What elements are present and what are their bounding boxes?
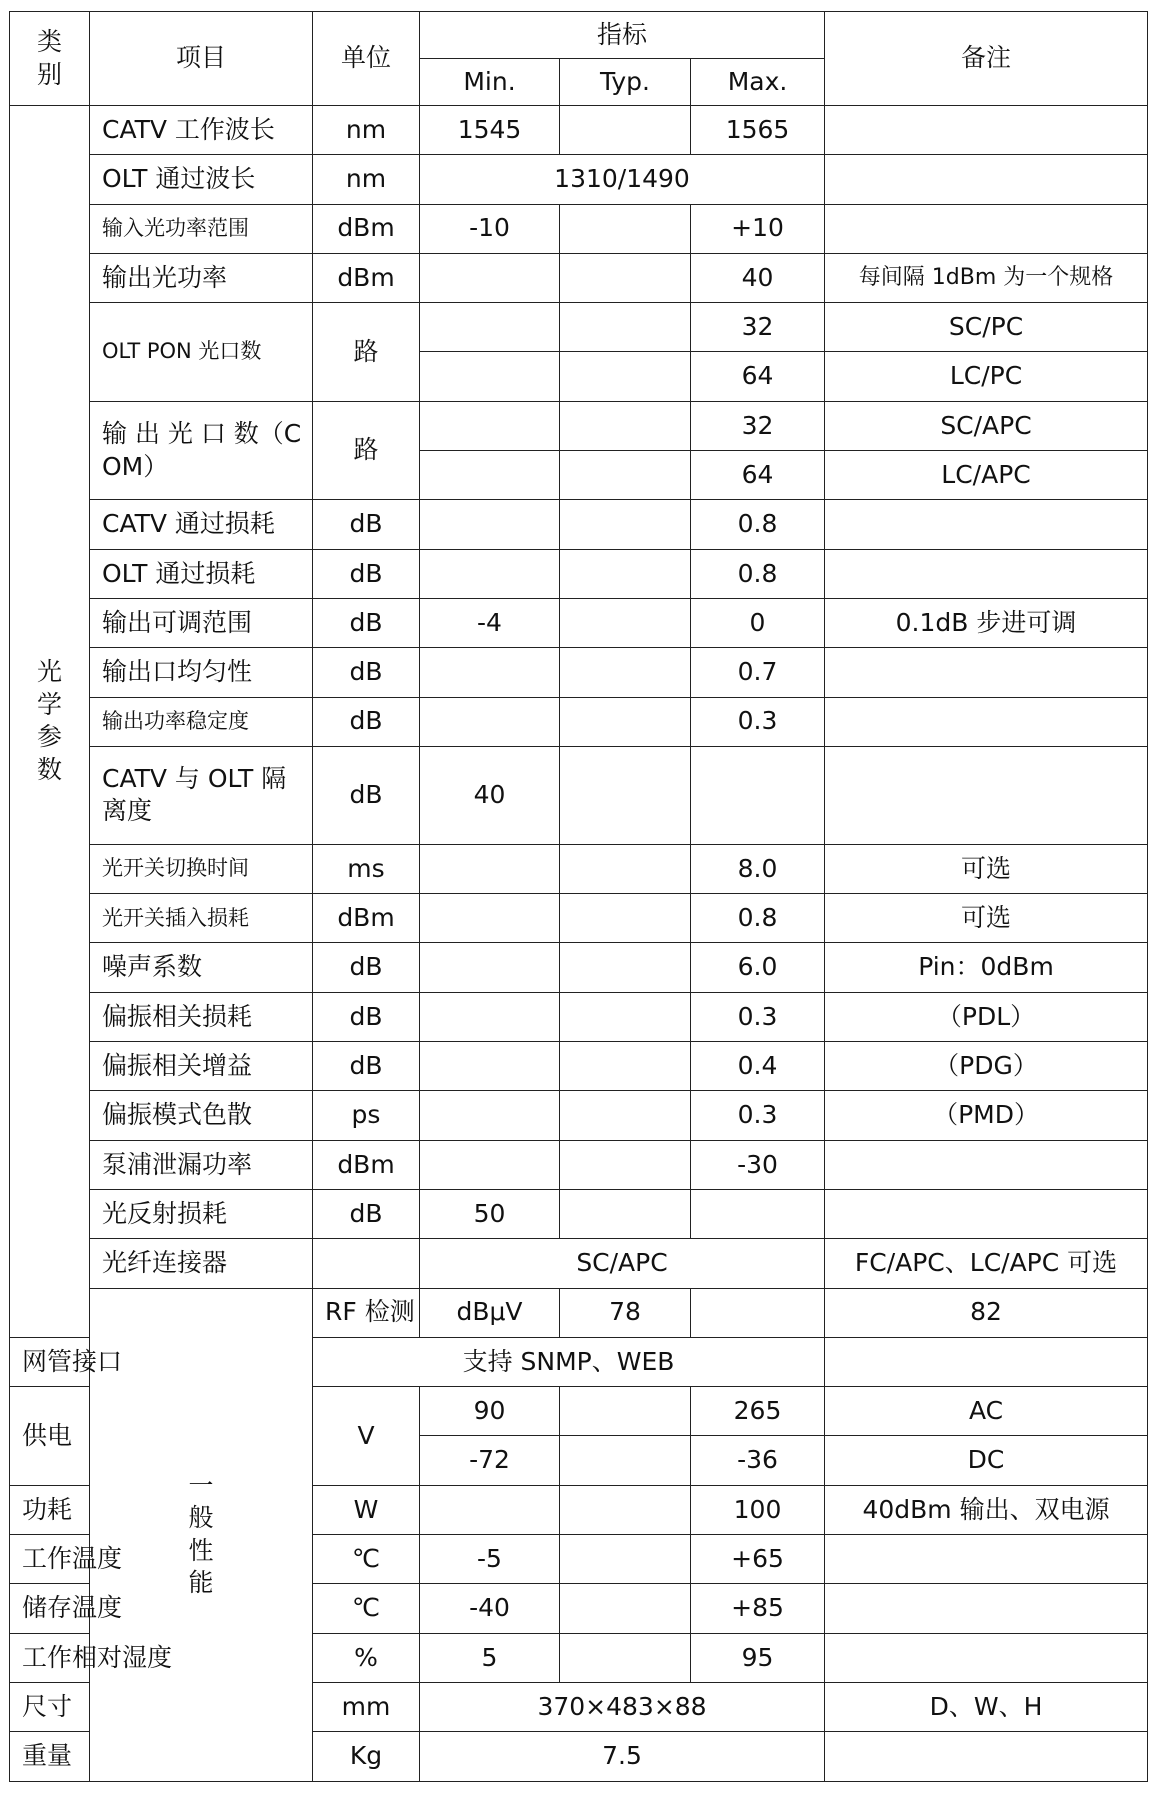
unit-cell: dBμV — [420, 1288, 560, 1337]
note-cell — [825, 697, 1148, 746]
unit-cell: dB — [313, 746, 420, 844]
item-cell: 尺寸 — [10, 1682, 90, 1731]
note-cell — [825, 746, 1148, 844]
unit-cell: dB — [313, 648, 420, 697]
min-cell — [420, 1091, 560, 1140]
header-typ: Typ. — [560, 59, 691, 106]
max-cell: 6.0 — [691, 943, 825, 992]
max-cell: 32 — [691, 401, 825, 450]
unit-cell: dBm — [313, 253, 420, 302]
unit-cell: ℃ — [313, 1535, 420, 1584]
header-category: 类 别 — [10, 12, 90, 106]
min-cell: -72 — [420, 1436, 560, 1485]
header-note: 备注 — [825, 12, 1148, 106]
typ-cell — [560, 598, 691, 647]
max-cell: 8.0 — [691, 844, 825, 893]
header-row — [10, 12, 1148, 59]
table-row — [10, 598, 1148, 647]
max-cell: 82 — [825, 1288, 1148, 1337]
table-row — [10, 648, 1148, 697]
min-cell — [420, 844, 560, 893]
item-cell: 偏振相关增益 — [90, 1042, 313, 1091]
min-cell — [420, 451, 560, 500]
unit-cell: V — [313, 1387, 420, 1486]
unit-cell: dB — [313, 549, 420, 598]
value-cell: 1310/1490 — [420, 155, 825, 204]
min-cell — [420, 549, 560, 598]
item-cell: 输出光功率 — [90, 253, 313, 302]
unit-cell: Kg — [313, 1732, 420, 1781]
unit-cell: dB — [313, 1189, 420, 1238]
max-cell: 0.8 — [691, 894, 825, 943]
max-cell: 0.8 — [691, 549, 825, 598]
typ-cell — [560, 1436, 691, 1485]
typ-cell — [560, 746, 691, 844]
header-min: Min. — [420, 59, 560, 106]
typ-cell — [560, 1485, 691, 1534]
item-cell: 偏振模式色散 — [90, 1091, 313, 1140]
unit-cell: % — [313, 1633, 420, 1682]
min-cell — [420, 303, 560, 352]
table-row — [10, 992, 1148, 1041]
note-cell: D、W、H — [825, 1682, 1148, 1731]
table-row — [10, 303, 1148, 352]
typ-cell — [560, 992, 691, 1041]
table-row — [10, 1091, 1148, 1140]
note-cell: SC/APC — [825, 401, 1148, 450]
typ-cell — [560, 303, 691, 352]
typ-cell — [560, 106, 691, 155]
min-cell: 1545 — [420, 106, 560, 155]
typ-cell — [560, 204, 691, 253]
table-row — [10, 844, 1148, 893]
unit-cell: dBm — [313, 894, 420, 943]
unit-cell: dB — [313, 598, 420, 647]
max-cell: 265 — [691, 1387, 825, 1436]
table-row — [10, 401, 1148, 450]
note-cell — [825, 648, 1148, 697]
min-cell: 78 — [560, 1288, 691, 1337]
note-cell — [825, 1535, 1148, 1584]
typ-cell — [560, 253, 691, 302]
value-cell: 370×483×88 — [420, 1682, 825, 1731]
max-cell — [691, 1189, 825, 1238]
note-cell: 40dBm 输出、双电源 — [825, 1485, 1148, 1534]
unit-cell: 路 — [313, 303, 420, 402]
item-cell: RF 检测 — [313, 1288, 420, 1337]
spec-table — [9, 11, 1148, 1782]
unit-cell: 路 — [313, 401, 420, 500]
table-row — [10, 106, 1148, 155]
unit-cell: ps — [313, 1091, 420, 1140]
unit-cell: nm — [313, 106, 420, 155]
item-cell: 重量 — [10, 1732, 90, 1781]
min-cell: 90 — [420, 1387, 560, 1436]
typ-cell — [560, 1189, 691, 1238]
note-cell: （PMD） — [825, 1091, 1148, 1140]
item-cell: 输出功率稳定度 — [90, 697, 313, 746]
unit-cell: ℃ — [313, 1584, 420, 1633]
header-max: Max. — [691, 59, 825, 106]
unit-cell: dBm — [313, 204, 420, 253]
min-cell — [420, 1485, 560, 1534]
typ-cell — [691, 1288, 825, 1337]
typ-cell — [560, 1535, 691, 1584]
item-cell: 光开关切换时间 — [90, 844, 313, 893]
note-cell — [825, 106, 1148, 155]
min-cell: -5 — [420, 1535, 560, 1584]
note-cell: AC — [825, 1387, 1148, 1436]
header-indicator: 指标 — [420, 12, 825, 59]
min-cell — [420, 1042, 560, 1091]
typ-cell — [560, 401, 691, 450]
item-cell: 光反射损耗 — [90, 1189, 313, 1238]
item-cell: 输 出 光 口 数（COM） — [90, 401, 313, 500]
table-row — [10, 746, 1148, 844]
unit-cell: dB — [313, 943, 420, 992]
min-cell — [420, 943, 560, 992]
item-cell: 偏振相关损耗 — [90, 992, 313, 1041]
note-cell — [825, 204, 1148, 253]
max-cell: 0.3 — [691, 697, 825, 746]
typ-cell — [560, 894, 691, 943]
note-cell: Pin：0dBm — [825, 943, 1148, 992]
item-cell: 储存温度 — [10, 1584, 90, 1633]
max-cell: 0 — [691, 598, 825, 647]
min-cell — [420, 1140, 560, 1189]
max-cell: 1565 — [691, 106, 825, 155]
min-cell — [420, 253, 560, 302]
item-cell: 泵浦泄漏功率 — [90, 1140, 313, 1189]
max-cell: +65 — [691, 1535, 825, 1584]
note-cell — [825, 1189, 1148, 1238]
max-cell: -30 — [691, 1140, 825, 1189]
item-cell: 噪声系数 — [90, 943, 313, 992]
min-cell — [420, 697, 560, 746]
note-cell — [825, 155, 1148, 204]
unit-cell: dB — [313, 697, 420, 746]
min-cell — [420, 648, 560, 697]
item-cell: 供电 — [10, 1387, 90, 1486]
category-optical: 光 学 参 数 — [10, 106, 90, 1338]
note-cell: SC/PC — [825, 303, 1148, 352]
note-cell — [825, 1732, 1148, 1781]
item-cell: CATV 通过损耗 — [90, 500, 313, 549]
max-cell: 0.7 — [691, 648, 825, 697]
item-cell: 输出口均匀性 — [90, 648, 313, 697]
max-cell: 100 — [691, 1485, 825, 1534]
max-cell — [691, 746, 825, 844]
typ-cell — [560, 451, 691, 500]
item-cell: CATV 工作波长 — [90, 106, 313, 155]
table-row — [10, 894, 1148, 943]
min-cell — [420, 894, 560, 943]
table-row — [10, 1140, 1148, 1189]
note-cell — [825, 1633, 1148, 1682]
max-cell: 0.3 — [691, 1091, 825, 1140]
unit-cell — [313, 1239, 420, 1288]
note-cell: 0.1dB 步进可调 — [825, 598, 1148, 647]
table-row — [10, 1288, 1148, 1337]
table-row — [10, 549, 1148, 598]
typ-cell — [560, 549, 691, 598]
note-cell — [825, 1337, 1148, 1386]
typ-cell — [560, 1140, 691, 1189]
item-cell: 光纤连接器 — [90, 1239, 313, 1288]
min-cell: -40 — [420, 1584, 560, 1633]
category-general: 一 般 性 能 — [90, 1288, 313, 1781]
header-unit: 单位 — [313, 12, 420, 106]
note-cell: 可选 — [825, 894, 1148, 943]
typ-cell — [560, 1633, 691, 1682]
max-cell: 0.3 — [691, 992, 825, 1041]
table-row — [10, 1042, 1148, 1091]
typ-cell — [560, 648, 691, 697]
max-cell: 0.4 — [691, 1042, 825, 1091]
note-cell: FC/APC、LC/APC 可选 — [825, 1239, 1148, 1288]
typ-cell — [560, 943, 691, 992]
max-cell: -36 — [691, 1436, 825, 1485]
table-row — [10, 697, 1148, 746]
item-cell: 工作温度 — [10, 1535, 90, 1584]
max-cell: 32 — [691, 303, 825, 352]
note-cell: LC/PC — [825, 352, 1148, 401]
unit-cell: dBm — [313, 1140, 420, 1189]
item-cell: 网管接口 — [10, 1337, 90, 1386]
note-cell: DC — [825, 1436, 1148, 1485]
table-row — [10, 500, 1148, 549]
note-cell — [825, 1584, 1148, 1633]
max-cell: 64 — [691, 352, 825, 401]
unit-cell: dB — [313, 992, 420, 1041]
note-cell: LC/APC — [825, 451, 1148, 500]
table-row — [10, 155, 1148, 204]
item-cell: OLT 通过损耗 — [90, 549, 313, 598]
value-cell: 支持 SNMP、WEB — [313, 1337, 825, 1386]
value-cell: 7.5 — [420, 1732, 825, 1781]
min-cell — [420, 401, 560, 450]
unit-cell: W — [313, 1485, 420, 1534]
item-cell: OLT 通过波长 — [90, 155, 313, 204]
item-cell: 功耗 — [10, 1485, 90, 1534]
table-row — [10, 253, 1148, 302]
unit-cell: dB — [313, 500, 420, 549]
max-cell: 0.8 — [691, 500, 825, 549]
item-cell: OLT PON 光口数 — [90, 303, 313, 402]
max-cell: 40 — [691, 253, 825, 302]
table-row — [10, 1239, 1148, 1288]
note-cell — [825, 500, 1148, 549]
typ-cell — [560, 1387, 691, 1436]
unit-cell: nm — [313, 155, 420, 204]
table-row — [10, 204, 1148, 253]
note-cell: （PDG） — [825, 1042, 1148, 1091]
item-cell: 输入光功率范围 — [90, 204, 313, 253]
item-cell: 输出可调范围 — [90, 598, 313, 647]
note-cell: 每间隔 1dBm 为一个规格 — [825, 253, 1148, 302]
max-cell: +85 — [691, 1584, 825, 1633]
typ-cell — [560, 1042, 691, 1091]
max-cell: 64 — [691, 451, 825, 500]
item-cell: 光开关插入损耗 — [90, 894, 313, 943]
min-cell: 40 — [420, 746, 560, 844]
typ-cell — [560, 844, 691, 893]
unit-cell: mm — [313, 1682, 420, 1731]
typ-cell — [560, 500, 691, 549]
item-cell: CATV 与 OLT 隔离度 — [90, 746, 313, 844]
table-row — [10, 1189, 1148, 1238]
min-cell: 5 — [420, 1633, 560, 1682]
note-cell — [825, 549, 1148, 598]
note-cell: （PDL） — [825, 992, 1148, 1041]
min-cell: 50 — [420, 1189, 560, 1238]
min-cell — [420, 500, 560, 549]
min-cell — [420, 992, 560, 1041]
header-item: 项目 — [90, 12, 313, 106]
typ-cell — [560, 697, 691, 746]
note-cell: 可选 — [825, 844, 1148, 893]
note-cell — [825, 1140, 1148, 1189]
unit-cell: ms — [313, 844, 420, 893]
typ-cell — [560, 1091, 691, 1140]
min-cell: -4 — [420, 598, 560, 647]
table-row — [10, 943, 1148, 992]
min-cell: -10 — [420, 204, 560, 253]
item-cell: 工作相对湿度 — [10, 1633, 90, 1682]
unit-cell: dB — [313, 1042, 420, 1091]
max-cell: 95 — [691, 1633, 825, 1682]
typ-cell — [560, 1584, 691, 1633]
min-cell — [420, 352, 560, 401]
typ-cell — [560, 352, 691, 401]
max-cell: +10 — [691, 204, 825, 253]
value-cell: SC/APC — [420, 1239, 825, 1288]
